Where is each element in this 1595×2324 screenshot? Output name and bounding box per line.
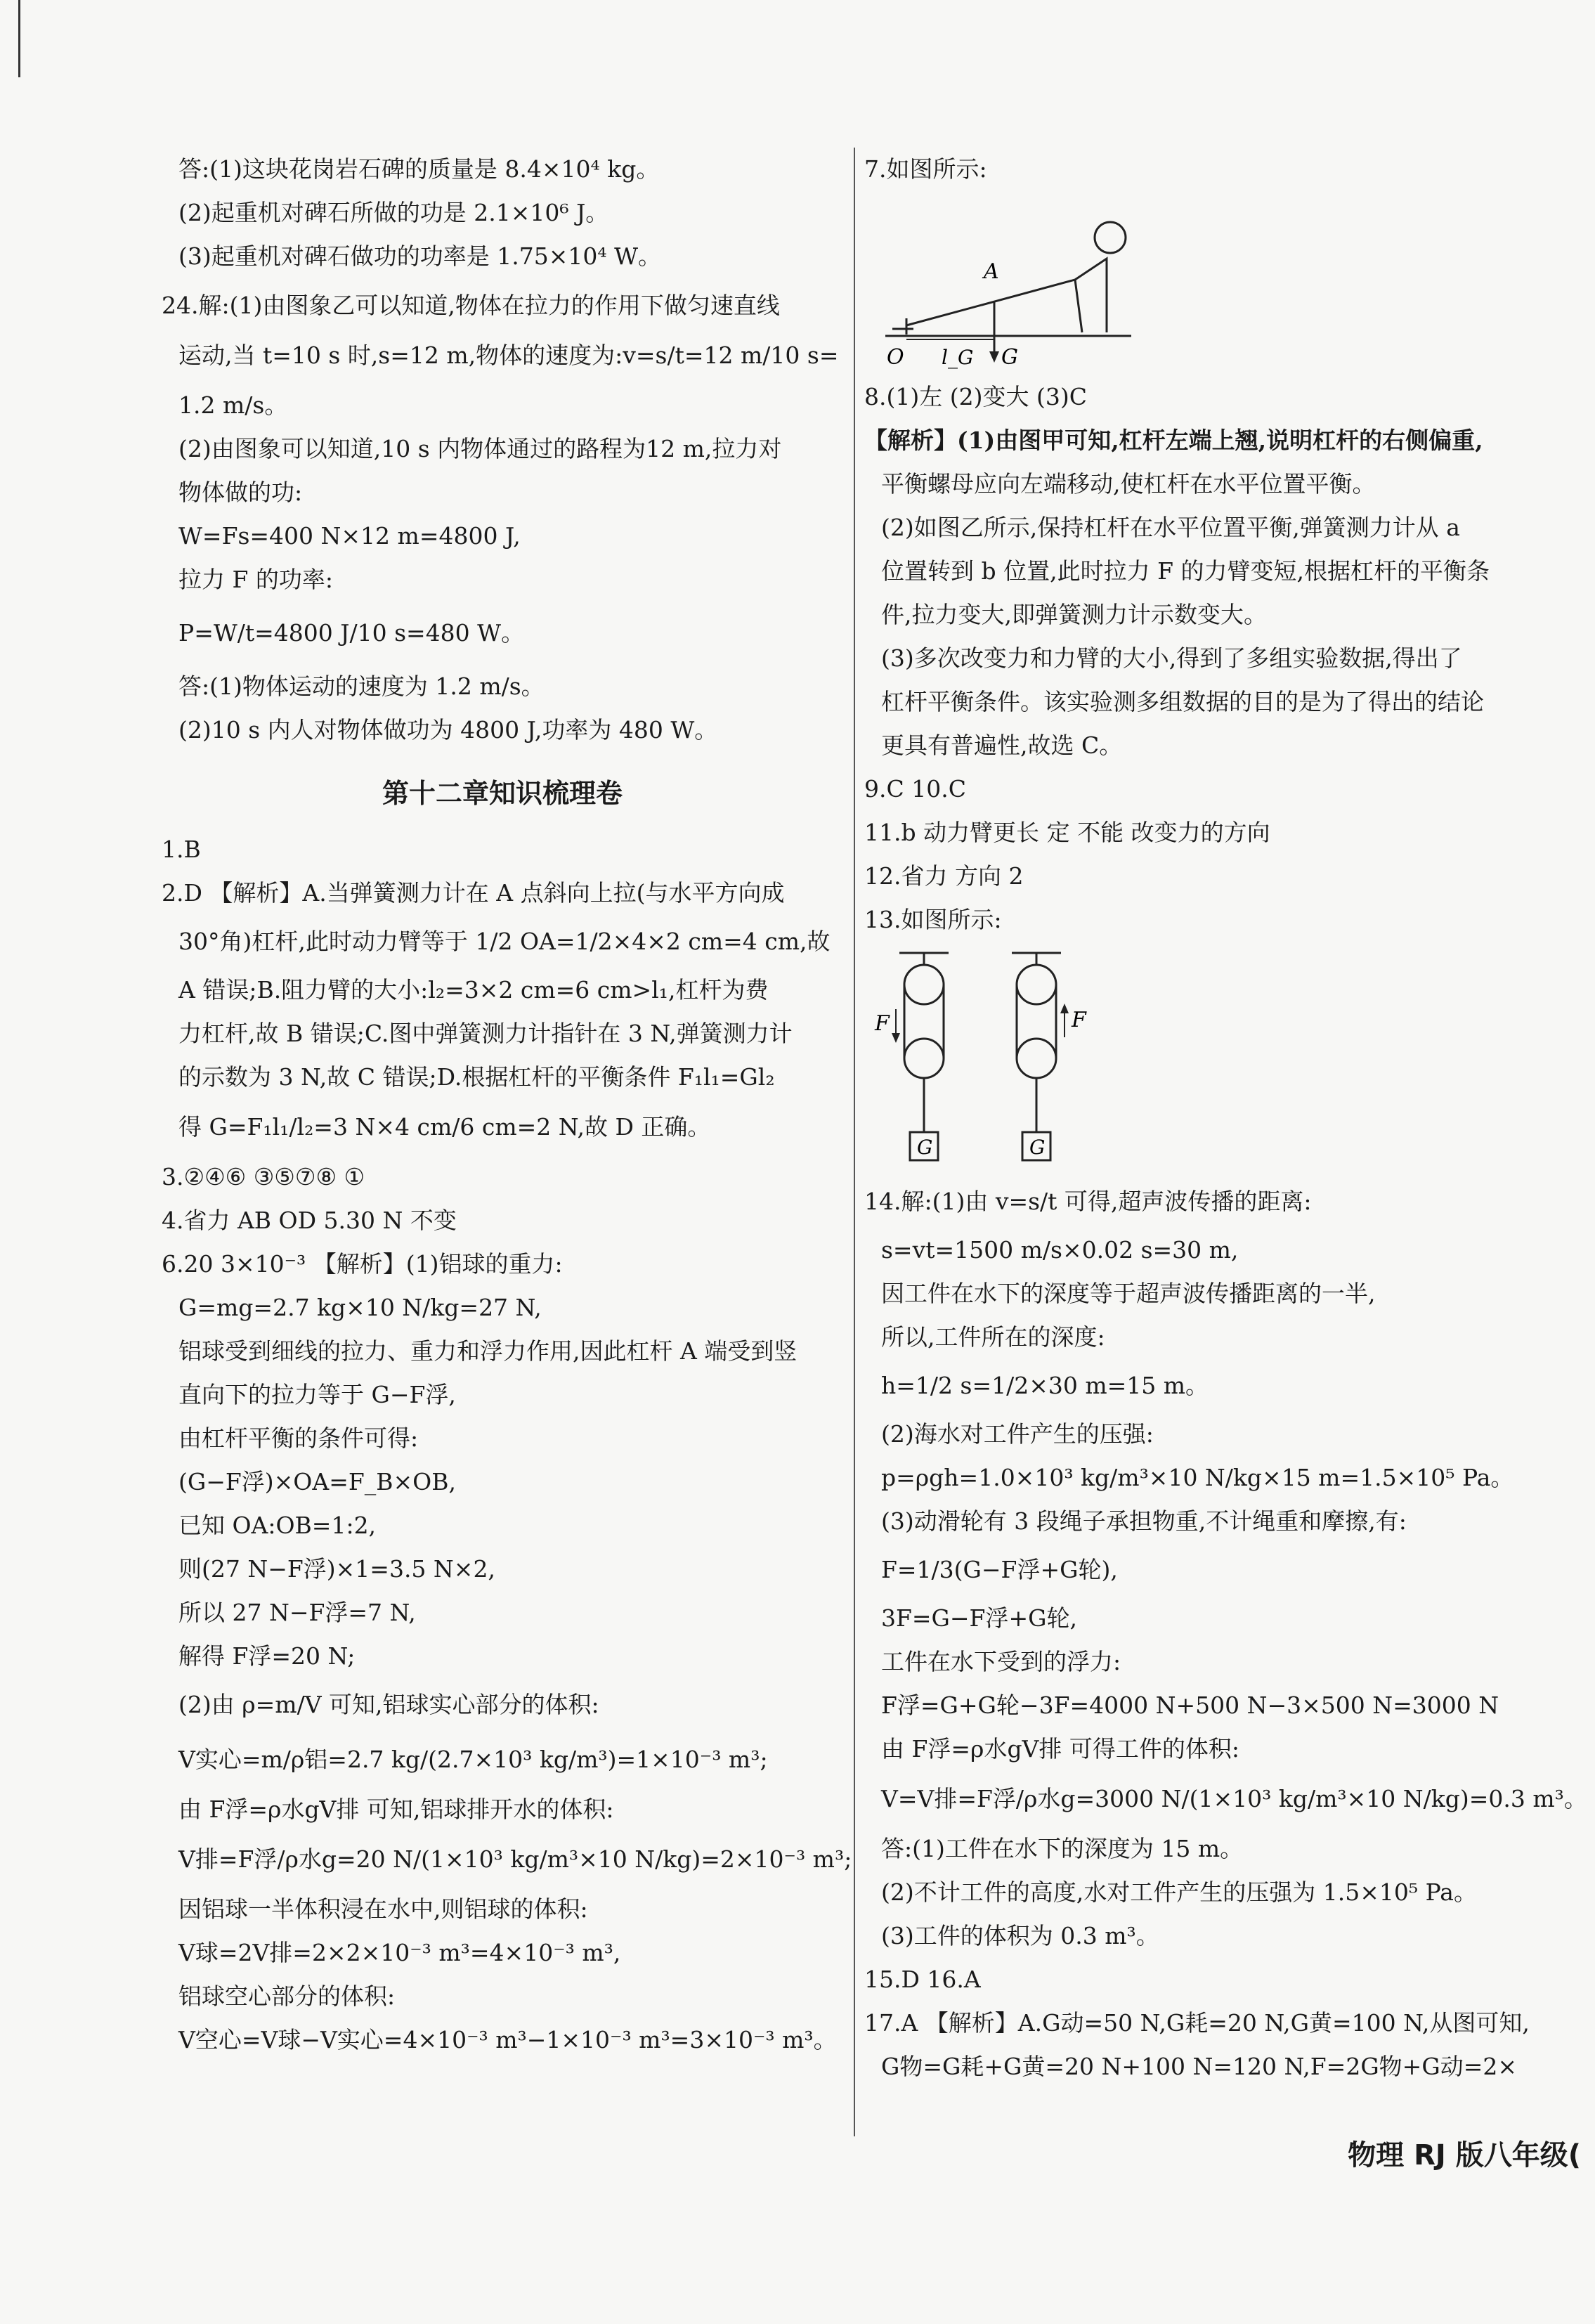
text-line: A 错误;B.阻力臂的大小:l₂=3×2 cm=6 cm>l₁,杠杆为费 bbox=[178, 976, 769, 1004]
text-line: 由 F浮=ρ水gV排 可得工件的体积: bbox=[881, 1735, 1240, 1763]
text-line: 4.省力 AB OD 5.30 N 不变 bbox=[162, 1207, 457, 1234]
text-line: h=1/2 s=1/2×30 m=15 m。 bbox=[881, 1372, 1209, 1399]
text-line: (G−F浮)×OA=F_B×OB, bbox=[178, 1468, 456, 1495]
text-line: 答:(1)工件在水下的深度为 15 m。 bbox=[881, 1835, 1244, 1862]
text-line: (3)起重机对碑石做功的功率是 1.75×10⁴ W。 bbox=[178, 242, 661, 270]
text-line: 7.如图所示: bbox=[864, 155, 987, 183]
text-line: 更具有普遍性,故选 C。 bbox=[881, 732, 1123, 759]
label-g1: G bbox=[917, 1136, 933, 1159]
text-line: (2)10 s 内人对物体做功为 4800 J,功率为 480 W。 bbox=[178, 716, 718, 744]
text-line: 件,拉力变大,即弹簧测力计示数变大。 bbox=[881, 601, 1267, 628]
text-line: 9.C 10.C bbox=[864, 775, 966, 803]
text-line: 13.如图所示: bbox=[864, 906, 1002, 933]
text-line: (3)动滑轮有 3 段绳子承担物重,不计绳重和摩擦,有: bbox=[881, 1507, 1407, 1535]
text-line: p=ρgh=1.0×10³ kg/m³×10 N/kg×15 m=1.5×10⁵ Pa。 bbox=[881, 1464, 1514, 1491]
text-line: G=mg=2.7 kg×10 N/kg=27 N, bbox=[178, 1294, 542, 1321]
text-line: 物体做的功: bbox=[178, 479, 303, 506]
text-line: G物=G耗+G黄=20 N+100 N=120 N,F=2G物+G动=2× bbox=[881, 2053, 1517, 2080]
text-line: 由杠杆平衡的条件可得: bbox=[178, 1424, 419, 1452]
pulley-diagram bbox=[864, 946, 1117, 1171]
right-column bbox=[864, 148, 1587, 2089]
text-line: 工件在水下受到的浮力: bbox=[881, 1648, 1121, 1675]
text-line: 17.A 【解析】A.G动=50 N,G耗=20 N,G黄=100 N,从图可知, bbox=[864, 2009, 1530, 2037]
pulley-figure bbox=[864, 946, 1567, 1171]
text-line: 铝球空心部分的体积: bbox=[178, 1982, 396, 2010]
pushup-diagram bbox=[864, 195, 1159, 371]
text-line: 3F=G−F浮+G轮, bbox=[881, 1604, 1077, 1632]
text-line: F浮=G+G轮−3F=4000 N+500 N−3×500 N=3000 N bbox=[881, 1692, 1499, 1719]
text-line: 已知 OA:OB=1:2, bbox=[178, 1512, 377, 1539]
text-line: F=1/3(G−F浮+G轮), bbox=[881, 1556, 1118, 1583]
left-column bbox=[162, 148, 852, 2062]
text-line: 1.2 m/s。 bbox=[178, 391, 288, 419]
text-line: 3.②④⑥ ③⑤⑦⑧ ① bbox=[162, 1163, 365, 1190]
text-line: 所以 27 N−F浮=7 N, bbox=[178, 1599, 416, 1626]
text-line: 1.B bbox=[162, 836, 201, 863]
text-line: 14.解:(1)由 v=s/t 可得,超声波传播的距离: bbox=[864, 1188, 1312, 1215]
page-footer: 物理 RJ 版八年级( bbox=[1348, 2139, 1581, 2172]
text-line: (3)多次改变力和力臂的大小,得到了多组实验数据,得出了 bbox=[881, 644, 1462, 672]
text-line: 拉力 F 的功率: bbox=[178, 566, 333, 593]
text-line: (2)海水对工件产生的压强: bbox=[881, 1420, 1154, 1448]
text-line: 铝球受到细线的拉力、重力和浮力作用,因此杠杆 A 端受到竖 bbox=[178, 1337, 798, 1365]
text-line: V实心=m/ρ铝=2.7 kg/(2.7×10³ kg/m³)=1×10⁻³ m³; bbox=[178, 1746, 768, 1773]
text-line: 力杠杆,故 B 错误;C.图中弹簧测力计指针在 3 N,弹簧测力计 bbox=[178, 1020, 793, 1047]
text-line: 2.D 【解析】A.当弹簧测力计在 A 点斜向上拉(与水平方向成 bbox=[162, 879, 785, 907]
text-line: 8.(1)左 (2)变大 (3)C bbox=[864, 383, 1087, 410]
text-line: 答:(1)物体运动的速度为 1.2 m/s。 bbox=[178, 673, 545, 700]
text-line: 运动,当 t=10 s 时,s=12 m,物体的速度为:v=s/t=12 m/10 s= bbox=[178, 342, 839, 369]
text-line: 11.b 动力臂更长 定 不能 改变力的方向 bbox=[864, 819, 1270, 846]
text-line: 因工件在水下的深度等于超声波传播距离的一半, bbox=[881, 1280, 1376, 1307]
section-title: 第十二章知识梳理卷 bbox=[382, 778, 623, 809]
text-line: 得 G=F₁l₁/l₂=3 N×4 cm/6 cm=2 N,故 D 正确。 bbox=[178, 1113, 711, 1141]
text-line: 解得 F浮=20 N; bbox=[178, 1642, 356, 1670]
text-line: 15.D 16.A bbox=[864, 1966, 981, 1993]
text-line: V=V排=F浮/ρ水g=3000 N/(1×10³ kg/m³×10 N/kg)=0.3 m³。 bbox=[881, 1785, 1587, 1812]
text-line: 所以,工件所在的深度: bbox=[881, 1323, 1105, 1351]
text-line: 30°角)杠杆,此时动力臂等于 1/2 OA=1/2×4×2 cm=4 cm,故 bbox=[178, 928, 831, 955]
text-line: W=Fs=400 N×12 m=4800 J, bbox=[178, 522, 521, 550]
pushup-lever-figure bbox=[864, 195, 1567, 371]
text-line: P=W/t=4800 J/10 s=480 W。 bbox=[178, 619, 525, 647]
label-lg: l_G bbox=[942, 346, 974, 369]
text-line: 【解析】(1)由图甲可知,杠杆左端上翘,说明杠杆的右侧偏重, bbox=[864, 427, 1483, 454]
text-line: 6.20 3×10⁻³ 【解析】(1)铝球的重力: bbox=[162, 1250, 563, 1278]
text-line: (2)由 ρ=m/V 可知,铝球实心部分的体积: bbox=[178, 1691, 599, 1718]
text-line: 由 F浮=ρ水gV排 可知,铝球排开水的体积: bbox=[178, 1796, 614, 1823]
text-line: 答:(1)这块花岗岩石碑的质量是 8.4×10⁴ kg。 bbox=[178, 155, 660, 183]
text-line: V排=F浮/ρ水g=20 N/(1×10³ kg/m³×10 N/kg)=2×10⁻³ m³; bbox=[178, 1845, 852, 1873]
text-line: 直向下的拉力等于 G−F浮, bbox=[178, 1381, 456, 1408]
text-line: s=vt=1500 m/s×0.02 s=30 m, bbox=[881, 1236, 1239, 1264]
text-line: (3)工件的体积为 0.3 m³。 bbox=[881, 1922, 1159, 1949]
label-f1: F bbox=[875, 1011, 890, 1036]
text-line: 平衡螺母应向左端移动,使杠杆在水平位置平衡。 bbox=[881, 470, 1376, 498]
text-line: (2)由图象可以知道,10 s 内物体通过的路程为12 m,拉力对 bbox=[178, 435, 782, 462]
text-line: 24.解:(1)由图象乙可以知道,物体在拉力的作用下做匀速直线 bbox=[162, 292, 780, 319]
label-g2: G bbox=[1029, 1136, 1046, 1159]
label-o: O bbox=[887, 345, 904, 370]
text-line: 12.省力 方向 2 bbox=[864, 862, 1024, 890]
label-a: A bbox=[984, 259, 999, 284]
text-line: 杠杆平衡条件。该实验测多组数据的目的是为了得出的结论 bbox=[881, 688, 1484, 715]
text-line: 因铝球一半体积浸在水中,则铝球的体积: bbox=[178, 1895, 588, 1923]
label-f2: F bbox=[1072, 1008, 1086, 1032]
label-g: G bbox=[1001, 345, 1018, 370]
text-line: 的示数为 3 N,故 C 错误;D.根据杠杆的平衡条件 F₁l₁=Gl₂ bbox=[178, 1063, 775, 1091]
text-line: (2)不计工件的高度,水对工件产生的压强为 1.5×10⁵ Pa。 bbox=[881, 1878, 1477, 1906]
text-line: V球=2V排=2×2×10⁻³ m³=4×10⁻³ m³, bbox=[178, 1939, 621, 1966]
column-divider bbox=[854, 148, 855, 2136]
text-line: V空心=V球−V实心=4×10⁻³ m³−1×10⁻³ m³=3×10⁻³ m³。 bbox=[178, 2026, 837, 2053]
binding-line bbox=[18, 0, 20, 77]
text-line: 则(27 N−F浮)×1=3.5 N×2, bbox=[178, 1555, 495, 1583]
text-line: (2)起重机对碑石所做的功是 2.1×10⁶ J。 bbox=[178, 199, 609, 226]
text-line: 位置转到 b 位置,此时拉力 F 的力臂变短,根据杠杆的平衡条 bbox=[881, 557, 1490, 585]
text-line: (2)如图乙所示,保持杠杆在水平位置平衡,弹簧测力计从 a bbox=[881, 514, 1460, 541]
